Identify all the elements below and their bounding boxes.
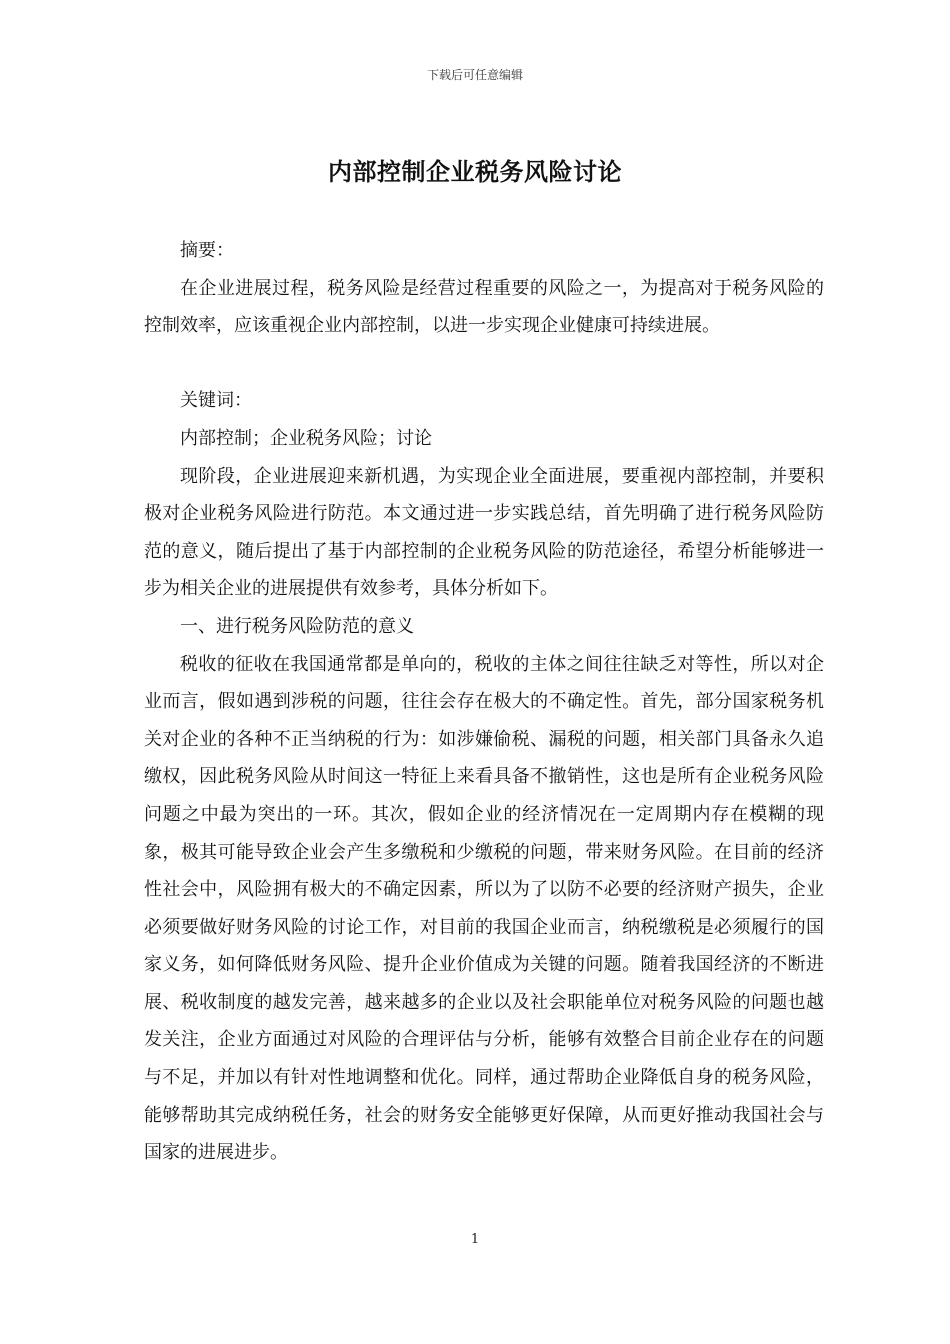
section-paragraph: 税收的征收在我国通常都是单向的，税收的主体之间往往缺乏对等性，所以对企业而言，假如遇到涉税的问题，往往会存在极大的不确定性。首先，部分国家税务机关对企业的各种不正当纳税的行为：如涉嫌偷税、漏税的问题，相关部门具备永久追缴权，因此税务风险从时间这一特征上来看具备不撤销性，这也是所有企业税务风险问题之中最为突出的一环。其次，假如企业的经济情况在一定周期内存在模糊的现象，极其可能导致企业会产生多缴税和少缴税的问题，带来财务风险。在目前的经济性社会中，风险拥有极大的不确定因素，所以为了以防不必要的经济财产损失，企业必须要做好财务风险的讨论工作，对目前的我国企业而言，纳税缴税是必须履行的国家义务，如何降低财务风险、提升企业价值成为关键的问题。随着我国经济的不断进展、税收制度的越发完善，越来越多的企业以及社会职能单位对税务风险的问题也越发关注，企业方面通过对风险的合理评估与分析，能够有效整合目前企业存在的问题与不足，并加以有针对性地调整和优化。同样，通过帮助企业降低自身的税务风险，能够帮助其完成纳税任务，社会的财务安全能够更好保障，从而更好推动我国社会与国家的进展进步。: [144, 653, 824, 1164]
spacer: [144, 345, 824, 383]
abstract-heading: 摘要：: [180, 240, 234, 261]
document-body: [144, 232, 824, 1172]
keywords-paragraph: 内部控制；企业税务风险；讨论: [180, 427, 432, 449]
page-number: 1: [470, 1232, 480, 1247]
abstract-paragraph: 在企业进展过程，税务风险是经营过程重要的风险之一，为提高对于税务风险的控制效率，应该重视企业内部控制，以进一步实现企业健康可持续进展。: [144, 277, 824, 337]
keywords-heading: 关键词：: [180, 390, 252, 412]
document-title: 内部控制企业税务风险讨论: [328, 157, 622, 186]
intro-paragraph: 现阶段，企业进展迎来新机遇，为实现企业全面进展，要重视内部控制，并要积极对企业税务风险进行防范。本文通过进一步实践总结，首先明确了进行税务风险防范的意义，随后提出了基于内部控制的企业税务风险的防范途径，希望分析能够进一步为相关企业的进展提供有效参考，具体分析如下。: [144, 465, 824, 600]
section-heading: 一、进行税务风险防范的意义: [180, 615, 414, 637]
header-note: 下载后可任意编辑: [426, 68, 523, 82]
